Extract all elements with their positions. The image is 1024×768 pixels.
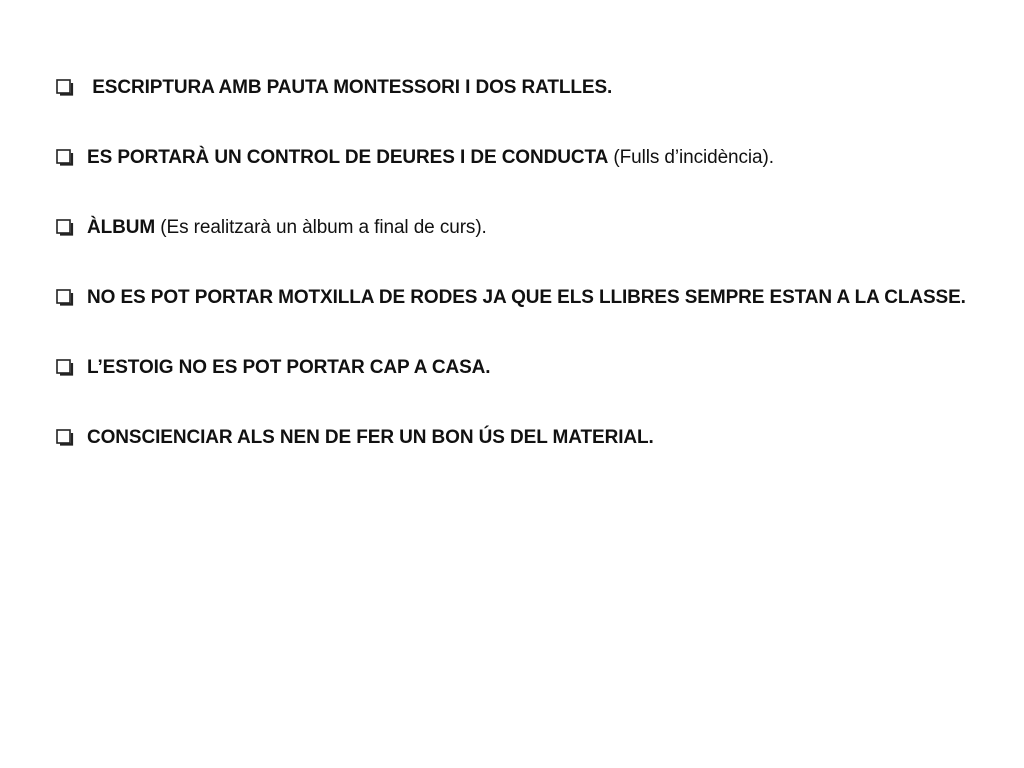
bullet-item: [56, 140, 994, 176]
checkbox-icon: [56, 429, 74, 447]
bullet-lead-text: CONSCIENCIAR ALS NEN DE FER UN BON ÚS DEL MATERIAL.: [87, 427, 654, 448]
bullet-list: [56, 70, 994, 490]
bullet-item: [56, 420, 994, 456]
bullet-detail-text: (Es realitzarà un àlbum a final de curs).: [160, 217, 487, 238]
bullet-item: [56, 350, 994, 386]
checkbox-icon: [56, 149, 74, 167]
bullet-lead-text: ÀLBUM: [87, 217, 156, 238]
bullet-lead-text: L’ESTOIG NO ES POT PORTAR CAP A CASA.: [87, 357, 491, 378]
checkbox-icon: [56, 79, 74, 97]
checkbox-icon: [56, 289, 74, 307]
bullet-item: [56, 263, 994, 333]
bullet-lead-text: NO ES POT PORTAR MOTXILLA DE RODES JA QUE ELS LLIBRES SEMPRE ESTAN A LA CLASSE.: [87, 287, 966, 308]
checkbox-icon: [56, 359, 74, 377]
bullet-lead-text: ESCRIPTURA AMB PAUTA MONTESSORI I DOS RATLLES.: [92, 77, 613, 98]
checkbox-icon: [56, 219, 74, 237]
bullet-item: [56, 70, 994, 106]
bullet-lead-text: ES PORTARÀ UN CONTROL DE DEURES I DE CONDUCTA: [87, 147, 609, 168]
bullet-detail-text: (Fulls d’incidència).: [613, 147, 774, 168]
bullet-item: [56, 210, 994, 246]
